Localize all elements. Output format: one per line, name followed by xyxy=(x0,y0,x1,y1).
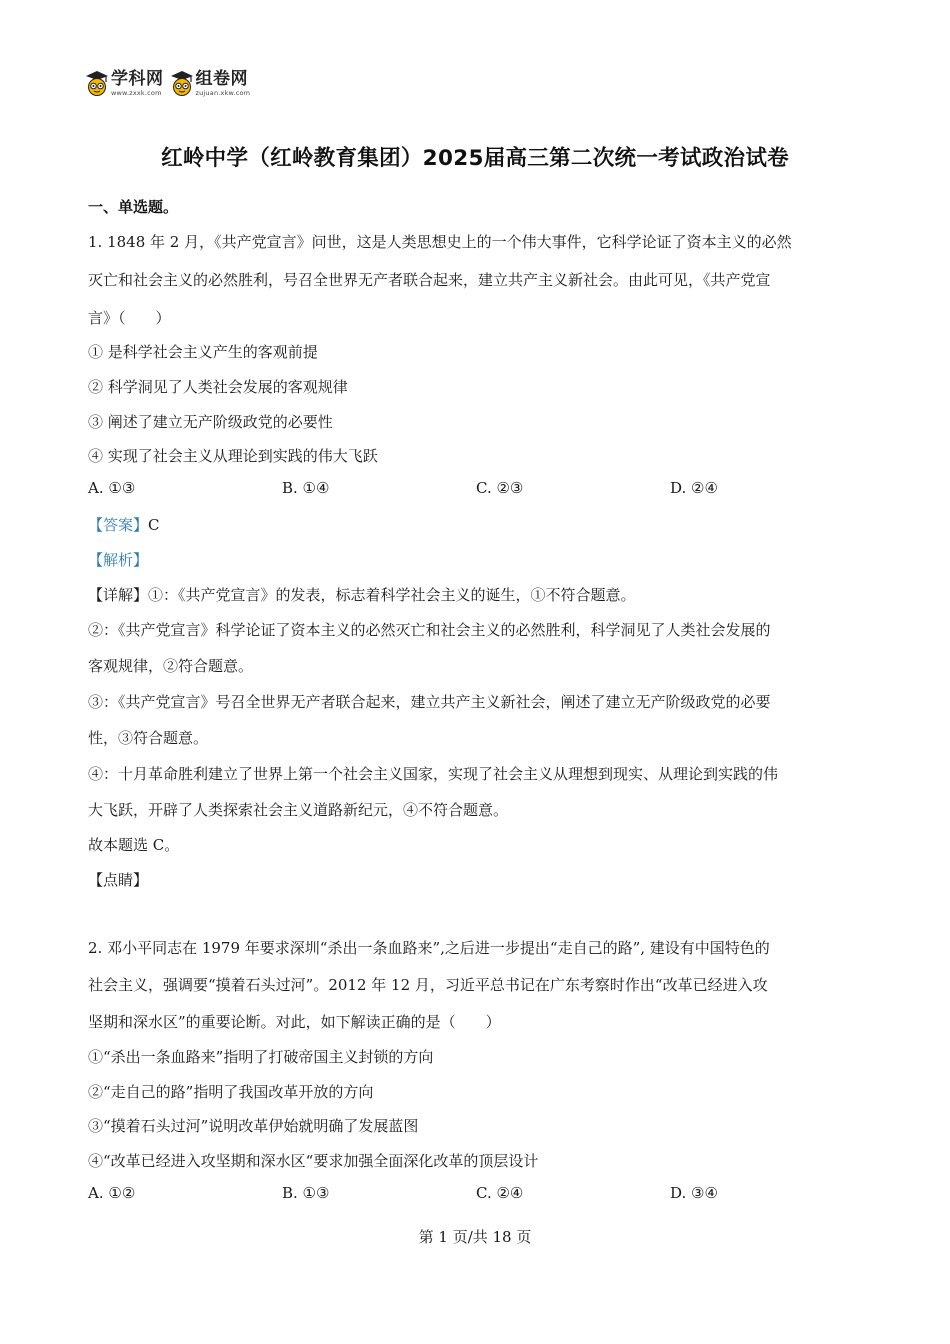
q2-stem-line: 坚期和深水区”的重要论断。对此，如下解读正确的是（ ） xyxy=(88,1013,501,1031)
q2-option-c[interactable]: C. ②④ xyxy=(476,1184,524,1202)
q1-statement: ② 科学洞见了人类社会发展的客观规律 xyxy=(88,378,348,396)
answer-label: 【答案】 xyxy=(88,516,149,534)
q2-stem-line: 2. 邓小平同志在 1979 年要求深圳“杀出一条血路来”,之后进一步提出“走自己的路”, 建设有中国特色的 xyxy=(88,939,770,957)
q1-statement: ③ 阐述了建立无产阶级政党的必要性 xyxy=(88,413,333,431)
analysis-label: 【解析】 xyxy=(88,551,149,569)
q1-detail-line: 大飞跃，开辟了人类探索社会主义道路新纪元，④不符合题意。 xyxy=(88,801,509,819)
q1-detail-line: ②：《共产党宣言》科学论证了资本主义的必然灭亡和社会主义的必然胜利，科学洞见了人类社会发展的 xyxy=(88,621,771,639)
q2-statement: ③“摸着石头过河”说明改革伊始就明确了发展蓝图 xyxy=(88,1117,419,1135)
q2-option-b[interactable]: B. ①③ xyxy=(282,1184,330,1202)
q1-stem-line: 灭亡和社会主义的必然胜利，号召全世界无产者联合起来，建立共产主义新社会。由此可见，《共产党宣 xyxy=(88,271,771,289)
q1-detail-line: ③：《共产党宣言》号召全世界无产者联合起来，建立共产主义新社会，阐述了建立无产阶级政党的必要 xyxy=(88,693,771,711)
q1-detail-line: 客观规律，②符合题意。 xyxy=(88,657,254,675)
q2-stem-line: 社会主义，强调要“摸着石头过河”。2012 年 12 月，习近平总书记在广东考察时作出“改革已经进入攻 xyxy=(88,976,768,994)
logo-brand-name: 学科网 xyxy=(111,69,164,89)
comment-label: 【点睛】 xyxy=(88,871,149,889)
owl-face-icon xyxy=(170,70,194,96)
q2-statement: ①“杀出一条血路来”指明了打破帝国主义封锁的方向 xyxy=(88,1048,434,1066)
q2-statement: ④“改革已经进入攻坚期和深水区“要求加强全面深化改革的顶层设计 xyxy=(88,1152,539,1170)
logo-brand-name: 组卷网 xyxy=(195,69,248,89)
page-number: 第 1 页/共 18 页 xyxy=(418,1228,532,1246)
q1-statement: ④ 实现了社会主义从理论到实践的伟大飞跃 xyxy=(88,447,378,465)
q1-option-a[interactable]: A. ①③ xyxy=(88,479,136,497)
q1-statement: ① 是科学社会主义产生的客观前提 xyxy=(88,343,318,361)
q1-option-b[interactable]: B. ①④ xyxy=(282,479,330,497)
q1-stem-line: 1. 1848 年 2 月，《共产党宣言》问世，这是人类思想史上的一个伟大事件，它科学论证了资本主义的必然 xyxy=(88,233,792,251)
q1-options xyxy=(88,479,868,501)
q1-answer xyxy=(88,514,160,535)
detail-text: ①：《共产党宣言》的发表，标志着科学社会主义的诞生，①不符合题意。 xyxy=(148,586,636,604)
logo-brand-url: zujuan.xkw.com xyxy=(195,89,251,97)
detail-label: 【详解】 xyxy=(88,586,149,604)
q2-option-a[interactable]: A. ①② xyxy=(88,1184,136,1202)
section-heading: 一、单选题。 xyxy=(88,198,179,216)
q1-option-c[interactable]: C. ②③ xyxy=(476,479,524,497)
q2-option-d[interactable]: D. ③④ xyxy=(670,1184,718,1202)
q1-detail-line: ④：十月革命胜利建立了世界上第一个社会主义国家，实现了社会主义从理想到现实、从理论到实践的伟 xyxy=(88,765,779,783)
q1-option-d[interactable]: D. ②④ xyxy=(670,479,718,497)
answer-value: C xyxy=(148,516,160,534)
logo-xuekewang xyxy=(85,70,164,98)
logo-zujuanwang xyxy=(170,70,251,98)
logo-brand-url: www.zxxk.com xyxy=(111,89,162,97)
site-logo xyxy=(85,70,256,104)
q1-detail-line xyxy=(88,584,636,605)
q1-detail-line: 故本题选 C。 xyxy=(88,836,180,854)
q1-detail-line: 性，③符合题意。 xyxy=(88,729,209,747)
q1-stem-line: 言》（ ） xyxy=(88,309,171,327)
q2-statement: ②“走自己的路”指明了我国改革开放的方向 xyxy=(88,1083,374,1101)
q2-options xyxy=(88,1184,868,1206)
page-title: 红岭中学（红岭教育集团）2025届高三第二次统一考试政治试卷 xyxy=(161,146,789,171)
owl-face-icon xyxy=(85,70,109,96)
